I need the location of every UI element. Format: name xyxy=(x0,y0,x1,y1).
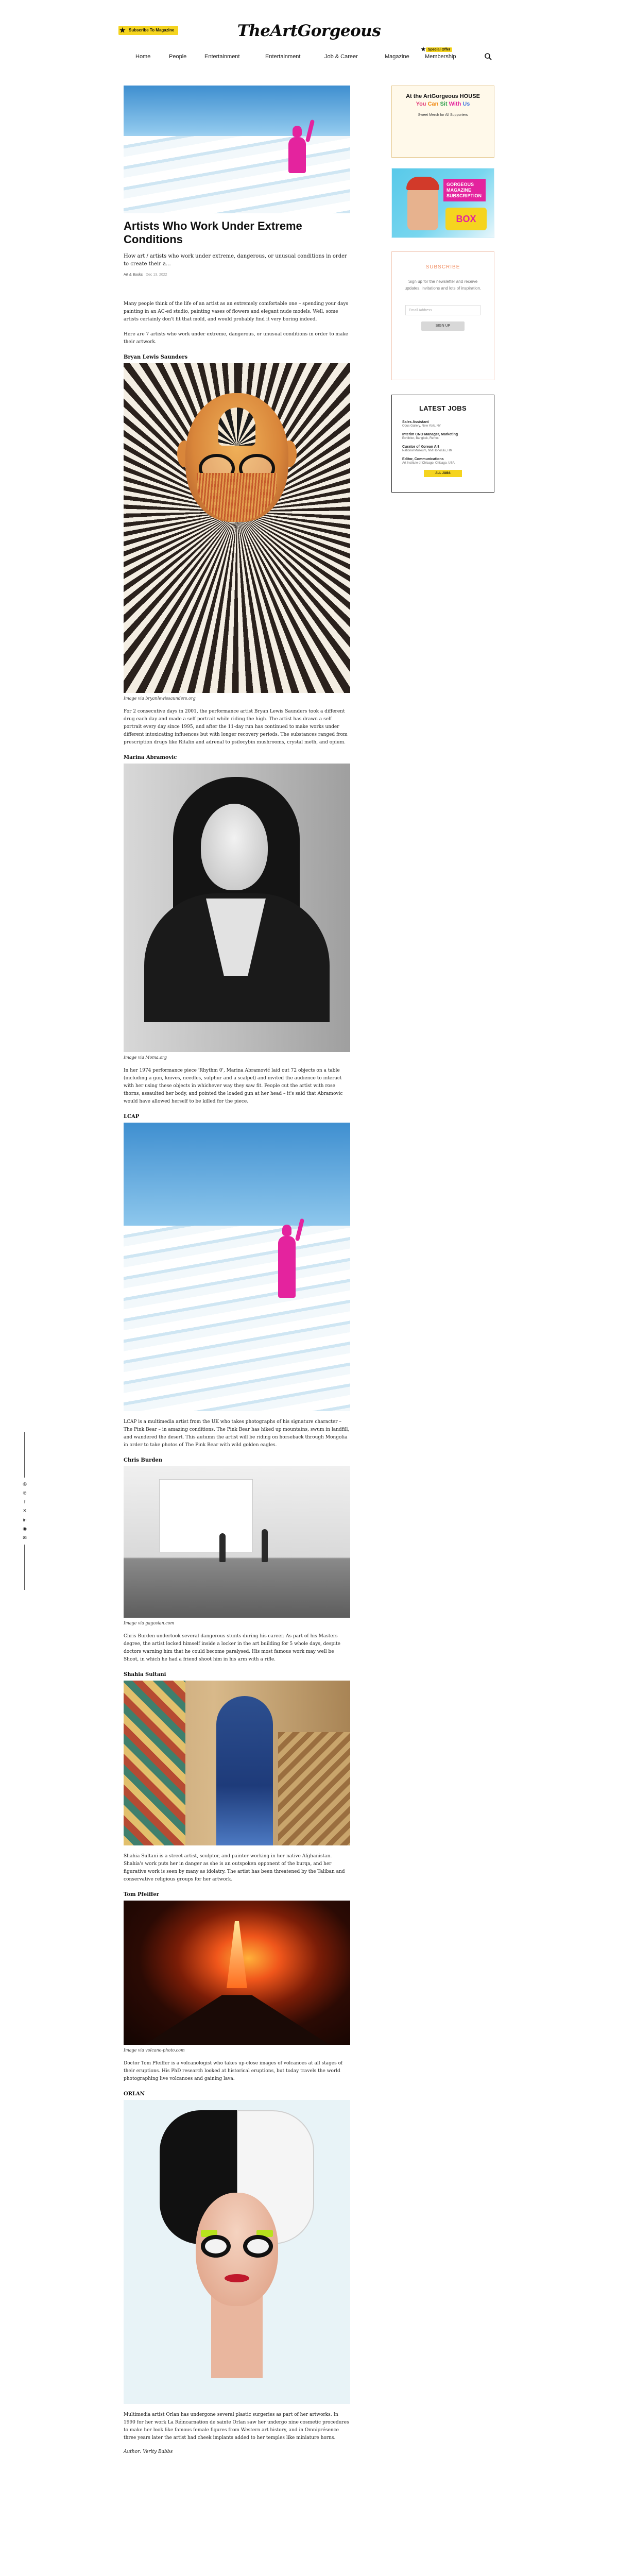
newsletter-signup-button[interactable]: SIGN UP xyxy=(421,321,465,331)
nav-entertainment[interactable]: Entertainment xyxy=(204,54,240,60)
artist-image-sultani xyxy=(124,1681,350,1845)
artist-image-pfeiffer xyxy=(124,1901,350,2045)
image-caption: Image via Moma.org xyxy=(124,1055,167,1060)
site-logo[interactable]: TheArtGorgeous xyxy=(237,22,381,40)
paragraph: Multimedia artist Orlan has undergone several plastic surgeries as part of her artworks. In 1990 for her work La Réincarnation de sainte Orlan saw her undergo nine cosmetic procedures to make her look like famous female figures from Western art history, and in Omniprésence three years later the artist had cheek implants added to her temples like miniature horns. xyxy=(124,2412,349,2441)
nav-home[interactable]: Home xyxy=(135,54,151,60)
latest-jobs-widget xyxy=(391,395,494,493)
house-promo-card[interactable]: At the ArtGorgeous HOUSE You Can Sit With Us Sweet Merch for All Supporters xyxy=(391,86,494,158)
newsletter-title: SUBSCRIBE xyxy=(425,264,460,270)
nav-job-career[interactable]: Job & Career xyxy=(324,54,358,60)
image-caption: Image via bryanlewissaunders.org xyxy=(124,696,196,701)
paragraph: Here are 7 artists who work under extreme, dangerous, or unusual conditions in order to make their artwork. xyxy=(124,332,349,345)
hero-image xyxy=(124,86,350,213)
article-author: Author: Verity Babbs xyxy=(124,2449,173,2454)
main-nav xyxy=(116,46,502,64)
twitter-icon[interactable]: ✕ xyxy=(23,1508,27,1513)
nav-membership[interactable] xyxy=(421,46,456,60)
artist-heading: Chris Burden xyxy=(124,1458,163,1463)
artist-heading: Tom Pfeiffer xyxy=(124,1892,159,1897)
newsletter-widget xyxy=(391,251,494,380)
share-rail xyxy=(22,1432,28,1590)
magazine-box-ad[interactable]: GORGEOUS MAGAZINE SUBSCRIPTION BOX xyxy=(391,168,494,238)
email-icon[interactable]: ✉ xyxy=(23,1535,27,1540)
membership-badge: ★ Special Offer xyxy=(426,47,452,52)
facebook-icon[interactable]: f xyxy=(24,1499,26,1504)
newsletter-description: Sign up for the newsletter and receive updates, invitations and lots of inspiration. xyxy=(404,279,482,291)
paragraph: Many people think of the life of an artist as an extremely comfortable one – spending your days painting in an AC-ed studio, painting vases of flowers and elegant nude models. Well, some artists certainly don't fit that mold, and would probably find it very boring indeed. xyxy=(124,301,349,322)
pink-bear-figure xyxy=(288,137,306,173)
nav-magazine[interactable]: Magazine xyxy=(385,54,409,60)
artist-image-orlan xyxy=(124,2100,350,2404)
paragraph: For 2 consecutive days in 2001, the performance artist Bryan Lewis Saunders took a different drug each day and made a self portrait while riding the high. The artist has drawn a self portrait every day since 1995, and after the 11-day run has continued to make works under different intoxicating influences but with longer recovery periods. The substances ranged from prescription drugs like Ritalin and adrenal to psilocybin mushrooms, crystal meth, and opium. xyxy=(124,709,348,745)
nav-people[interactable]: People xyxy=(169,54,187,60)
pinterest-icon[interactable]: ℗ xyxy=(23,1490,27,1496)
linkedin-icon[interactable]: in xyxy=(23,1517,27,1522)
article-category[interactable]: Art & Books xyxy=(124,273,143,277)
article-intro: How art / artists who work under extreme, dangerous, or unusual conditions in order to create their a... xyxy=(124,253,347,267)
image-caption: Image via gagosian.com xyxy=(124,1621,175,1625)
nav-membership-label: Membership xyxy=(425,54,456,60)
reddit-icon[interactable]: ◉ xyxy=(23,1526,27,1531)
paragraph: Chris Burden undertook several dangerous stunts during his career. As part of his Masters degree, the artist locked himself inside a locker in the art building for 5 whole days, despite doctors warning him that he could become paralysed. His most famous work may well be Shoot, in which he had a friend shoot him in his arm with a rifle. xyxy=(124,1634,340,1662)
job-item[interactable]: Interim CNO Manager, Marketing Exhibitor, Bangkok, Remot xyxy=(402,433,458,440)
all-jobs-button[interactable]: ALL JOBS xyxy=(424,470,462,477)
article-title: Artists Who Work Under Extreme Conditions xyxy=(124,219,302,246)
job-item[interactable]: Curator of Korean Art National Museum, NM Honolulu, HM xyxy=(402,445,453,452)
artist-image-lcap xyxy=(124,1123,350,1411)
paragraph: In her 1974 performance piece 'Rhythm 0', Marina Abramović laid out 72 objects on a table (including a gun, knives, needles, sulphur and a scalpel) and invited the audience to interact with her using these objects in whichever way they saw fit. People cut the artist with rose thorns, assaulted her body, and pointed the loaded gun at her head – it's said that Abramovic would have allowed herself to be killed for the piece. xyxy=(124,1068,343,1104)
article-date: Dec 13, 2022 xyxy=(145,273,167,277)
subscribe-magazine-button[interactable] xyxy=(118,26,178,35)
newsletter-email-input[interactable]: Email Address xyxy=(405,305,480,315)
artist-heading: Marina Abramovic xyxy=(124,755,177,760)
artist-heading: LCAP xyxy=(124,1114,140,1120)
artist-heading: ORLAN xyxy=(124,2091,145,2097)
pink-bear-figure xyxy=(278,1236,296,1298)
header xyxy=(116,21,502,43)
artist-heading: Shahia Sultani xyxy=(124,1672,166,1677)
star-icon: ★ xyxy=(421,46,426,53)
job-item[interactable]: Sales Assistant Opus Gallery, New York, NY xyxy=(402,420,441,428)
artist-image-saunders xyxy=(124,363,350,693)
artist-image-abramovic xyxy=(124,764,350,1052)
paragraph: Doctor Tom Pfeiffer is a volcanologist who takes up-close images of volcanoes at all stages of their eruptions. His PhD research looked at historical eruptions, but today travels the world photographing live volcanoes and gaining lava. xyxy=(124,2061,343,2081)
image-caption: Image via volcano-photo.com xyxy=(124,2048,185,2053)
whatsapp-icon[interactable]: ◎ xyxy=(23,1481,27,1486)
artist-heading: Bryan Lewis Saunders xyxy=(124,354,188,360)
article-meta xyxy=(124,273,350,277)
search-icon[interactable] xyxy=(484,53,492,61)
nav-entertainment-2[interactable]: Entertainment xyxy=(265,54,301,60)
paragraph: Shahia Sultani is a street artist, sculptor, and painter working in her native Afghanistan. Shahia's work puts her in danger as she is an outspoken opponent of the burqa, and her figurative work is seen by many as idolatry. The artist has been threatened by the Taliban and conservative religious groups for her artwork. xyxy=(124,1854,345,1882)
paragraph: LCAP is a multimedia artist from the UK who takes photographs of his signature character – The Pink Bear – in amazing conditions. The Pink Bear has hiked up mountains, swum in landfill, and wandered the desert. This autumn the artist will be riding on horseback through Mongolia in order to take photos of The Pink Bear with wild golden eagles. xyxy=(124,1419,350,1448)
star-icon: ★ xyxy=(119,26,126,34)
jobs-title: LATEST JOBS xyxy=(419,404,467,412)
job-item[interactable]: Editor, Communications Art Institute of Chicago, Chicago, USA xyxy=(402,457,455,465)
artist-image-burden xyxy=(124,1466,350,1618)
article xyxy=(124,86,350,2454)
subscribe-label: Subscribe To Magazine xyxy=(129,28,175,32)
